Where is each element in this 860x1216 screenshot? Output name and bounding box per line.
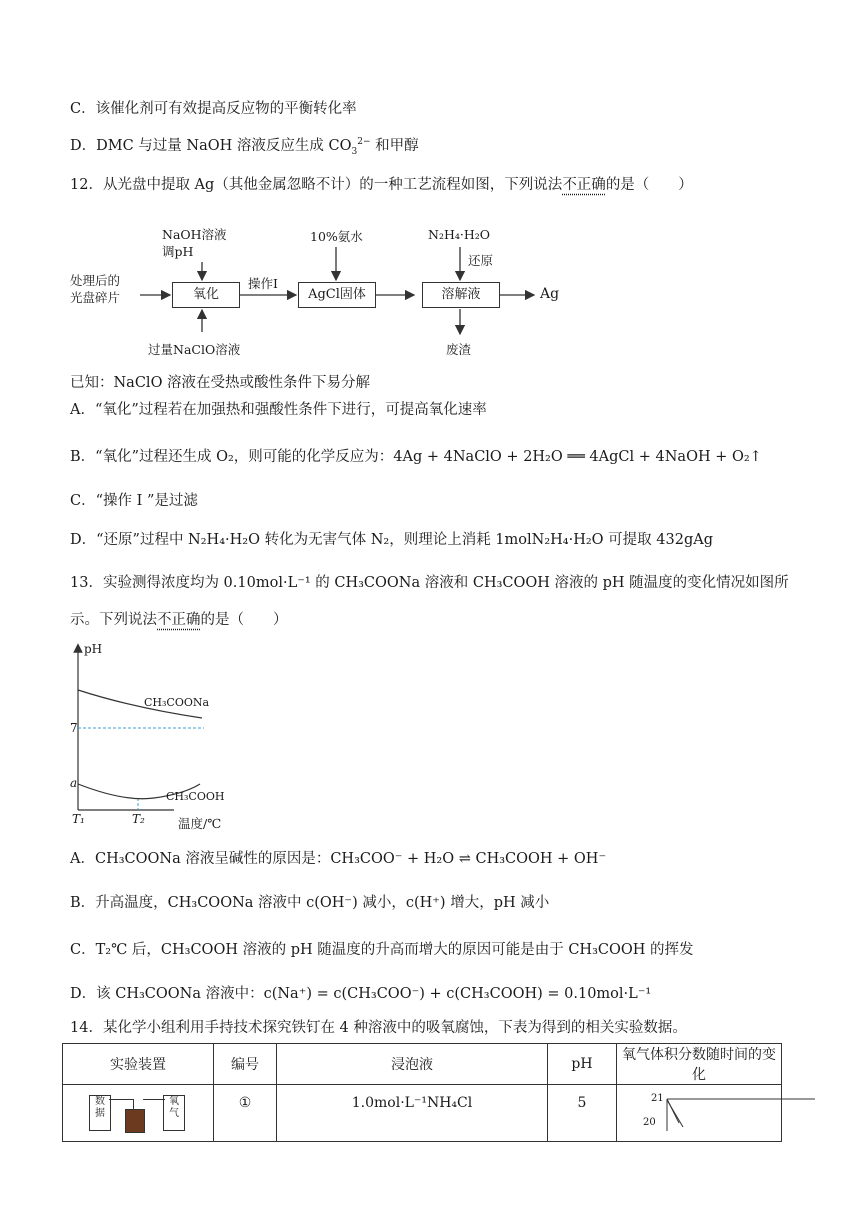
- q11-option-d: D．DMC 与过量 NaOH 溶液反应生成 $CO_3^{2-}$ 和甲醇: [70, 137, 419, 157]
- q13-option-b: B．升高温度，CH₃COONa 溶液中 c(OH⁻) 减小，c(H⁺) 增大，pH 减小: [70, 895, 550, 911]
- q14-stem: 14．某化学小组利用手持技术探究铁钉在 4 种溶液中的吸氧腐蚀，下表为得到的相关实验数据。: [70, 1020, 687, 1036]
- q13-option-c: C．T₂℃ 后，CH₃COOH 溶液的 pH 随温度的升高而增大的原因可能是由于 CH₃COOH 的挥发: [70, 942, 694, 958]
- flow-n2h4-label: N₂H₄·H₂O: [428, 227, 490, 242]
- flow-box-oxidation: 氧化: [172, 282, 240, 308]
- q12-known: 已知：NaClO 溶液在受热或酸性条件下易分解: [70, 375, 371, 391]
- q14-data-table: [62, 1043, 782, 1142]
- ph-tick-a: a: [70, 776, 78, 790]
- row1-liquid: 1.0mol·L⁻¹NH₄Cl: [277, 1085, 548, 1142]
- header-number: 编号: [214, 1044, 277, 1085]
- flow-box-agcl: AgCl固体: [298, 282, 376, 308]
- q12-stem: 12．从光盘中提取 Ag（其他金属忽略不计）的一种工艺流程如图，下列说法不正确的是（ ）: [70, 177, 693, 193]
- ph-graph-axes: [64, 640, 244, 835]
- flow-reduce-label: 还原: [468, 253, 494, 268]
- temp-axis-label: 温度/℃: [178, 816, 222, 831]
- q12-option-a: A．“氧化”过程若在加强热和强酸性条件下进行，可提高氧化速率: [70, 402, 487, 418]
- oxygen-chart-tick-20: 20: [643, 1117, 656, 1128]
- flow-naclo-label: 过量NaClO溶液: [148, 342, 241, 357]
- q12-option-c: C．“操作 I ”是过滤: [70, 493, 198, 509]
- header-ph: pH: [548, 1044, 617, 1085]
- device-bottle: [125, 1109, 145, 1133]
- q13-stem-line2: 示。下列说法不正确的是（ ）: [70, 612, 288, 628]
- oxygen-chart-tick-21: 21: [651, 1093, 664, 1104]
- device-cell: [63, 1085, 214, 1142]
- q13-stem-line1: 13．实验测得浓度均为 0.10mol·L⁻¹ 的 CH₃COONa 溶液和 CH₃COOH 溶液的 pH 随温度的变化情况如图所: [70, 575, 789, 591]
- q13-ph-graph: [64, 640, 244, 835]
- flow-waste-label: 废渣: [446, 342, 472, 357]
- row1-number: ①: [214, 1085, 277, 1142]
- series-ch3cooh-label: CH₃COOH: [166, 790, 225, 803]
- flow-ag-label: Ag: [540, 286, 560, 302]
- ph-tick-7: 7: [70, 721, 78, 735]
- q12-option-b: B．“氧化”过程还生成 O₂，则可能的化学反应为：4Ag + 4NaClO + 2H₂O ══ 4AgCl + 4NaOH + O₂↑: [70, 449, 762, 465]
- flow-box-dissolve: 溶解液: [422, 282, 500, 308]
- q13-option-d: D．该 CH₃COONa 溶液中：c(Na⁺) = c(CH₃COO⁻) + c(CH₃COOH) = 0.10mol·L⁻¹: [70, 986, 652, 1002]
- device-data-box: 数 据: [89, 1095, 111, 1131]
- q12-flow-diagram: [70, 222, 590, 362]
- series-ch3coona-label: CH₃COONa: [144, 696, 210, 709]
- device-sketch: [89, 1091, 189, 1131]
- device-oxygen-box: 氧 气: [163, 1095, 185, 1131]
- flow-input-label: 处理后的 光盘碎片: [70, 273, 121, 305]
- ph-tick-t1: T₁: [72, 812, 85, 826]
- header-oxygen-change: 氧气体积分数随时间的变化: [617, 1044, 782, 1085]
- table-row: [63, 1085, 782, 1142]
- q12-option-d: D．“还原”过程中 N₂H₄·H₂O 转化为无害气体 N₂，则理论上消耗 1molN₂H₄·H₂O 可提取 432gAg: [70, 532, 713, 548]
- header-liquid: 浸泡液: [277, 1044, 548, 1085]
- row1-oxygen-chart: [617, 1085, 782, 1142]
- ph-tick-t2: T₂: [132, 812, 145, 826]
- header-device: 实验装置: [63, 1044, 214, 1085]
- flow-naoh-label: NaOH溶液 调pH: [162, 227, 227, 259]
- row1-ph: 5: [548, 1085, 617, 1142]
- oxygen-chart-lines: [665, 1085, 825, 1131]
- table-header-row: [63, 1044, 782, 1085]
- flow-nh3-label: 10%氨水: [310, 229, 363, 244]
- q11-option-c: C．该催化剂可有效提高反应物的平衡转化率: [70, 101, 357, 117]
- ph-axis-label: pH: [84, 642, 103, 656]
- flow-op1-label: 操作I: [248, 276, 278, 291]
- q13-option-a: A．CH₃COONa 溶液呈碱性的原因是：CH₃COO⁻ + H₂O ⇌ CH₃COOH + OH⁻: [70, 851, 607, 867]
